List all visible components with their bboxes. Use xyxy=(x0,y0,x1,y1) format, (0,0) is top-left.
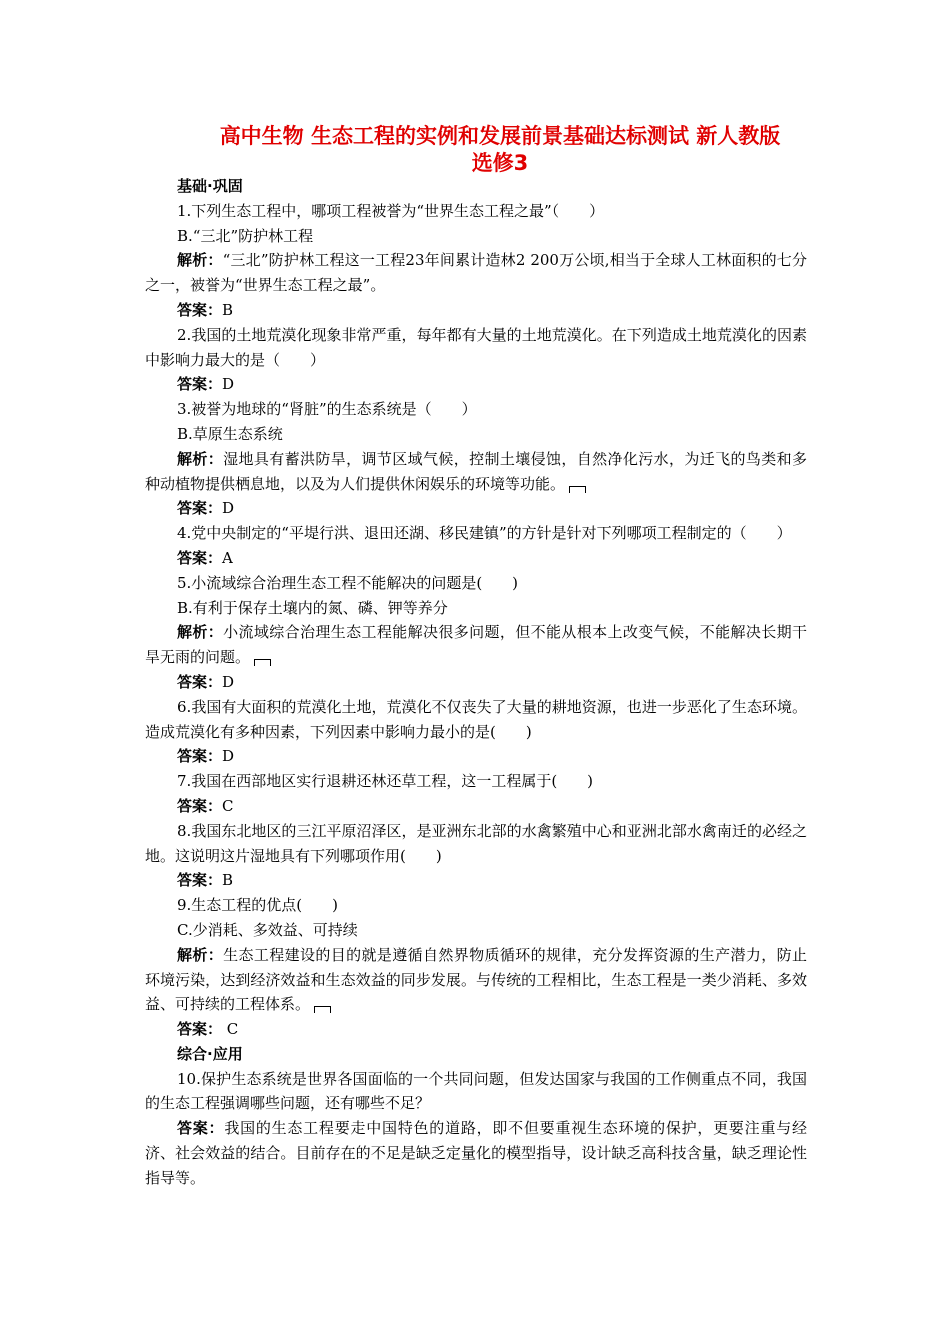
question-9-analysis: 解析：生态工程建设的目的就是遵循自然界物质循环的规律，充分发挥资源的生产潜力，防止环境污染，达到经济效益和生态效益的同步发展。与传统的工程相比，生态工程是一类少消耗、多效益、可持续的工程体系。 xyxy=(145,945,807,1014)
answer-label: 答案： xyxy=(177,672,223,691)
analysis-label: 解析： xyxy=(177,623,224,642)
answer-label: 答案： xyxy=(177,1020,223,1039)
question-2: 2.我国的土地荒漠化现象非常严重，每年都有大量的土地荒漠化。在下列造成土地荒漠化的因素中影响力最大的是（ ） xyxy=(145,325,807,369)
answer-label: 答案： xyxy=(177,499,223,518)
document-body xyxy=(145,174,807,1191)
question-5-analysis: 解析：小流域综合治理生态工程能解决很多问题，但不能从根本上改变气候，不能解决长期干旱无雨的问题。 xyxy=(145,623,807,667)
question-8-answer: 答案：B xyxy=(177,871,234,890)
answer-label: 答案： xyxy=(177,548,223,567)
question-4: 4.党中央制定的“平堤行洪、退田还湖、移民建镇”的方针是针对下列哪项工程制定的（ ） xyxy=(177,524,792,543)
edit-mark-icon xyxy=(314,1006,331,1013)
answer-label: 答案： xyxy=(177,747,223,766)
question-1-answer: 答案：B xyxy=(177,300,234,319)
question-9-option: C.少消耗、多效益、可持续 xyxy=(177,920,358,939)
question-2-answer: 答案：D xyxy=(177,375,235,394)
question-1-analysis: 解析：“三北”防护林工程这一工程23年间累计造林2 200万公顷,相当于全球人工林面积的七分之一，被誉为“世界生态工程之最”。 xyxy=(145,251,807,295)
section-heading-basic: 基础·巩固 xyxy=(177,177,243,195)
answer-label: 答案： xyxy=(177,375,223,394)
question-10: 10.保护生态系统是世界各国面临的一个共同问题，但发达国家与我国的工作侧重点不同，我国的生态工程强调哪些问题，还有哪些不足？ xyxy=(145,1069,807,1113)
analysis-label: 解析： xyxy=(177,945,224,964)
answer-label: 答案： xyxy=(177,1119,225,1138)
question-3-option: B.草原生态系统 xyxy=(177,424,283,443)
section-heading-applied: 综合·应用 xyxy=(177,1044,243,1063)
question-4-answer: 答案：A xyxy=(177,548,233,567)
question-1-option: B.“三北”防护林工程 xyxy=(177,226,314,245)
document-title-line1: 高中生物 生态工程的实例和发展前景基础达标测试 新人教版 xyxy=(219,124,781,148)
answer-label: 答案： xyxy=(177,796,223,815)
question-3: 3.被誉为地球的“肾脏”的生态系统是（ ） xyxy=(177,400,477,419)
question-7-answer: 答案：C xyxy=(177,796,234,815)
question-8: 8.我国东北地区的三江平原沼泽区，是亚洲东北部的水禽繁殖中心和亚洲北部水禽南迁的必经之地。这说明这片湿地具有下列哪项作用( ) xyxy=(145,821,807,865)
question-3-answer: 答案：D xyxy=(177,499,235,518)
edit-mark-icon xyxy=(569,486,586,493)
question-1: 1.下列生态工程中，哪项工程被誉为“世界生态工程之最”（ ） xyxy=(177,201,605,220)
question-5: 5.小流域综合治理生态工程不能解决的问题是( ) xyxy=(177,573,519,592)
question-10-answer: 答案：我国的生态工程要走中国特色的道路，即不但要重视生态环境的保护，更要注重与经济、社会效益的结合。目前存在的不足是缺乏定量化的模型指导，设计缺乏高科技含量，缺乏理论性指导等。 xyxy=(145,1119,807,1187)
question-5-answer: 答案：D xyxy=(177,672,235,691)
answer-label: 答案： xyxy=(177,871,223,890)
question-5-option: B.有利于保存土壤内的氮、磷、钾等养分 xyxy=(177,598,448,617)
question-6: 6.我国有大面积的荒漠化土地，荒漠化不仅丧失了大量的耕地资源，也进一步恶化了生态环境。造成荒漠化有多种因素，下列因素中影响力最小的是( ) xyxy=(145,697,807,741)
question-7: 7.我国在西部地区实行退耕还林还草工程，这一工程属于( ) xyxy=(177,772,594,791)
answer-label: 答案： xyxy=(177,300,223,319)
edit-mark-icon xyxy=(254,659,271,666)
question-3-analysis: 解析：湿地具有蓄洪防旱，调节区域气候，控制土壤侵蚀，自然净化污水，为迁飞的鸟类和多种动植物提供栖息地，以及为人们提供休闲娱乐的环境等功能。 xyxy=(145,449,807,493)
question-9-answer: 答案： C xyxy=(177,1020,239,1039)
question-6-answer: 答案：D xyxy=(177,747,235,766)
question-9: 9.生态工程的优点( ) xyxy=(177,896,339,915)
analysis-label: 解析： xyxy=(177,251,223,270)
analysis-label: 解析： xyxy=(177,449,224,468)
document-title-line2: 选修3 xyxy=(471,151,529,175)
